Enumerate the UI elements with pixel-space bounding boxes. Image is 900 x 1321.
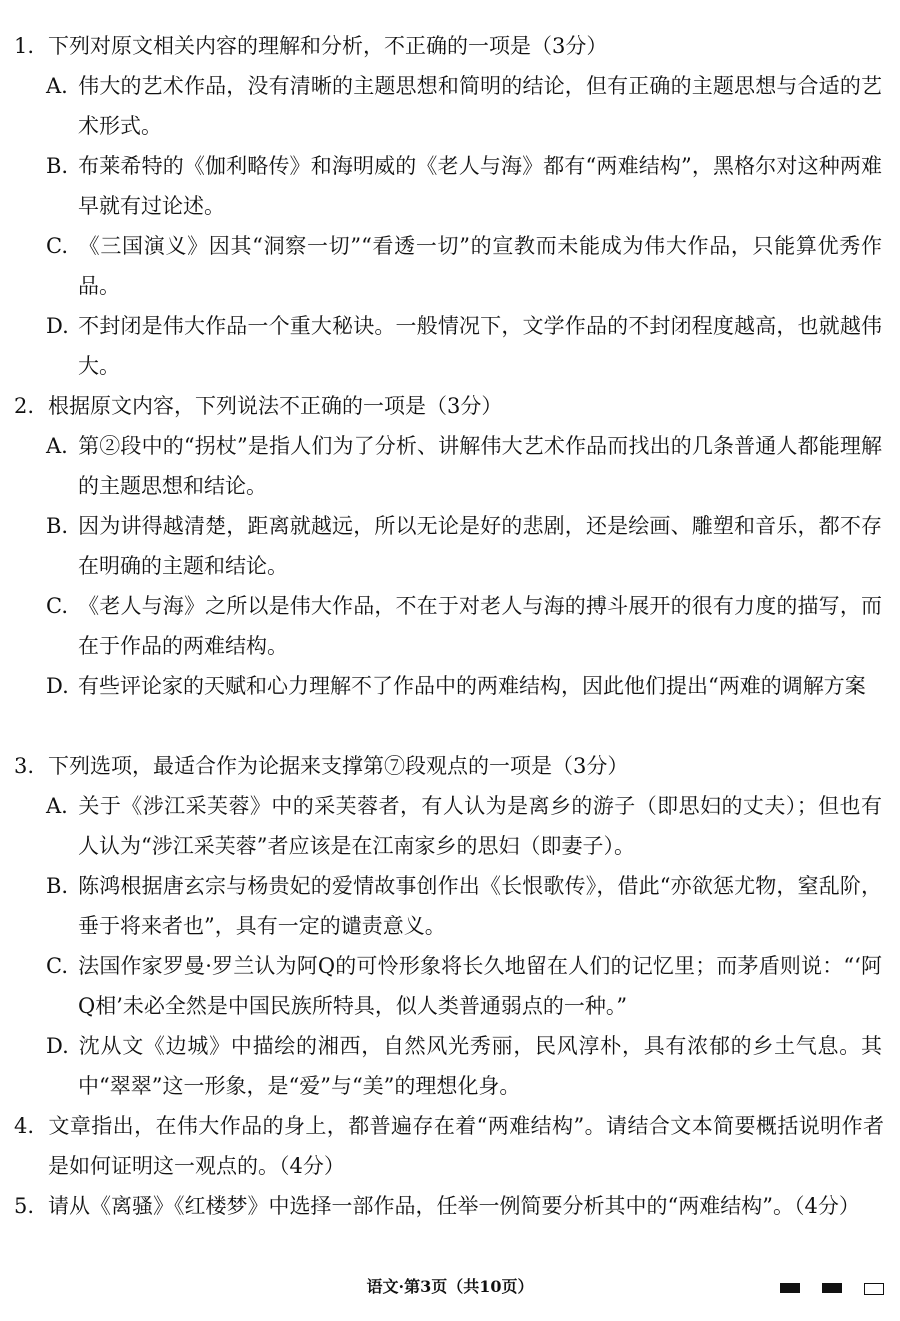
question-number: 2. [14, 394, 35, 418]
option-letter: A. [46, 434, 68, 458]
question-3-option-c [46, 946, 882, 1026]
question-text: 请从《离骚》《红楼梦》中选择一部作品，任举一例简要分析其中的“两难结构”。（4分） [48, 1194, 860, 1218]
question-2-option-c [46, 586, 882, 666]
question-number: 3. [14, 754, 35, 778]
question-number: 5. [14, 1194, 35, 1218]
question-2-option-d [46, 666, 882, 706]
question-text: 根据原文内容，下列说法不正确的一项是（3分） [48, 394, 503, 418]
option-text: 《三国演义》因其“洞察一切”“看透一切”的宣教而未能成为伟大作品，只能算优秀作品。 [78, 234, 882, 298]
question-number: 4. [14, 1114, 35, 1138]
option-text: 布莱希特的《伽利略传》和海明威的《老人与海》都有“两难结构”，黑格尔对这种两难早就有过论述。 [78, 154, 882, 218]
option-text: 伟大的艺术作品，没有清晰的主题思想和简明的结论，但有正确的主题思想与合适的艺术形式。 [78, 74, 882, 138]
question-text: 文章指出，在伟大作品的身上，都普遍存在着“两难结构”。请结合文本简要概括说明作者是如何证明这一观点的。（4分） [48, 1114, 884, 1178]
question-number: 1. [14, 34, 35, 58]
option-text: 第②段中的“拐杖”是指人们为了分析、讲解伟大艺术作品而找出的几条普通人都能理解的主题思想和结论。 [78, 434, 882, 498]
option-letter: D. [46, 314, 69, 338]
empty-marker-icon [864, 1283, 884, 1295]
question-3-option-b [46, 866, 882, 946]
option-text: 因为讲得越清楚，距离就越远，所以无论是好的悲剧，还是绘画、雕塑和音乐，都不存在明确的主题和结论。 [78, 514, 882, 578]
option-text: 关于《涉江采芙蓉》中的采芙蓉者，有人认为是离乡的游子（即思妇的丈夫）；但也有人认为“涉江采芙蓉”者应该是在江南家乡的思妇（即妻子）。 [78, 794, 882, 858]
option-text: 沈从文《边城》中描绘的湘西，自然风光秀丽，民风淳朴，具有浓郁的乡土气息。其中“翠翠”这一形象，是“爱”与“美”的理想化身。 [78, 1034, 882, 1098]
option-letter: A. [46, 794, 68, 818]
question-3-option-d [46, 1026, 882, 1106]
question-2-stem [14, 386, 884, 426]
option-text: 陈鸿根据唐玄宗与杨贵妃的爱情故事创作出《长恨歌传》，借此“亦欲惩尤物，窒乱阶，垂于将来者也”，具有一定的谴责意义。 [78, 874, 882, 938]
question-3-stem [14, 746, 884, 786]
option-letter: A. [46, 74, 68, 98]
option-letter: B. [46, 874, 69, 898]
option-letter: D. [46, 674, 69, 698]
question-4-stem [14, 1106, 884, 1186]
filled-marker-icon [822, 1283, 842, 1293]
question-2-option-a [46, 426, 882, 506]
option-text: 《老人与海》之所以是伟大作品，不在于对老人与海的搏斗展开的很有力度的描写，而在于作品的两难结构。 [78, 594, 882, 658]
page-footer: 语文·第3页（共10页） [366, 1277, 534, 1296]
question-3-option-a [46, 786, 882, 866]
option-letter: D. [46, 1034, 69, 1058]
filled-marker-icon [780, 1283, 800, 1293]
question-5-stem [14, 1186, 884, 1226]
option-text: 法国作家罗曼·罗兰认为阿Q的可怜形象将长久地留在人们的记忆里；而茅盾则说：“‘阿Q相’未必全然是中国民族所特具，似人类普通弱点的一种。” [78, 954, 882, 1018]
option-letter: C. [46, 954, 68, 978]
question-2-option-b [46, 506, 882, 586]
option-letter: B. [46, 154, 69, 178]
question-1-option-b [46, 146, 882, 226]
option-text: 有些评论家的天赋和心力理解不了作品中的两难结构，因此他们提出“两难的调解方案 [78, 674, 866, 698]
option-letter: C. [46, 234, 68, 258]
question-text: 下列选项，最适合作为论据来支撑第⑦段观点的一项是（3分） [48, 754, 629, 778]
option-letter: C. [46, 594, 68, 618]
option-text: 不封闭是伟大作品一个重大秘诀。一般情况下，文学作品的不封闭程度越高，也就越伟大。 [78, 314, 882, 378]
question-1-option-c [46, 226, 882, 306]
question-1-stem [14, 26, 884, 66]
question-text: 下列对原文相关内容的理解和分析，不正确的一项是（3分） [48, 34, 608, 58]
option-letter: B. [46, 514, 69, 538]
question-1-option-d [46, 306, 882, 386]
question-1-option-a [46, 66, 882, 146]
